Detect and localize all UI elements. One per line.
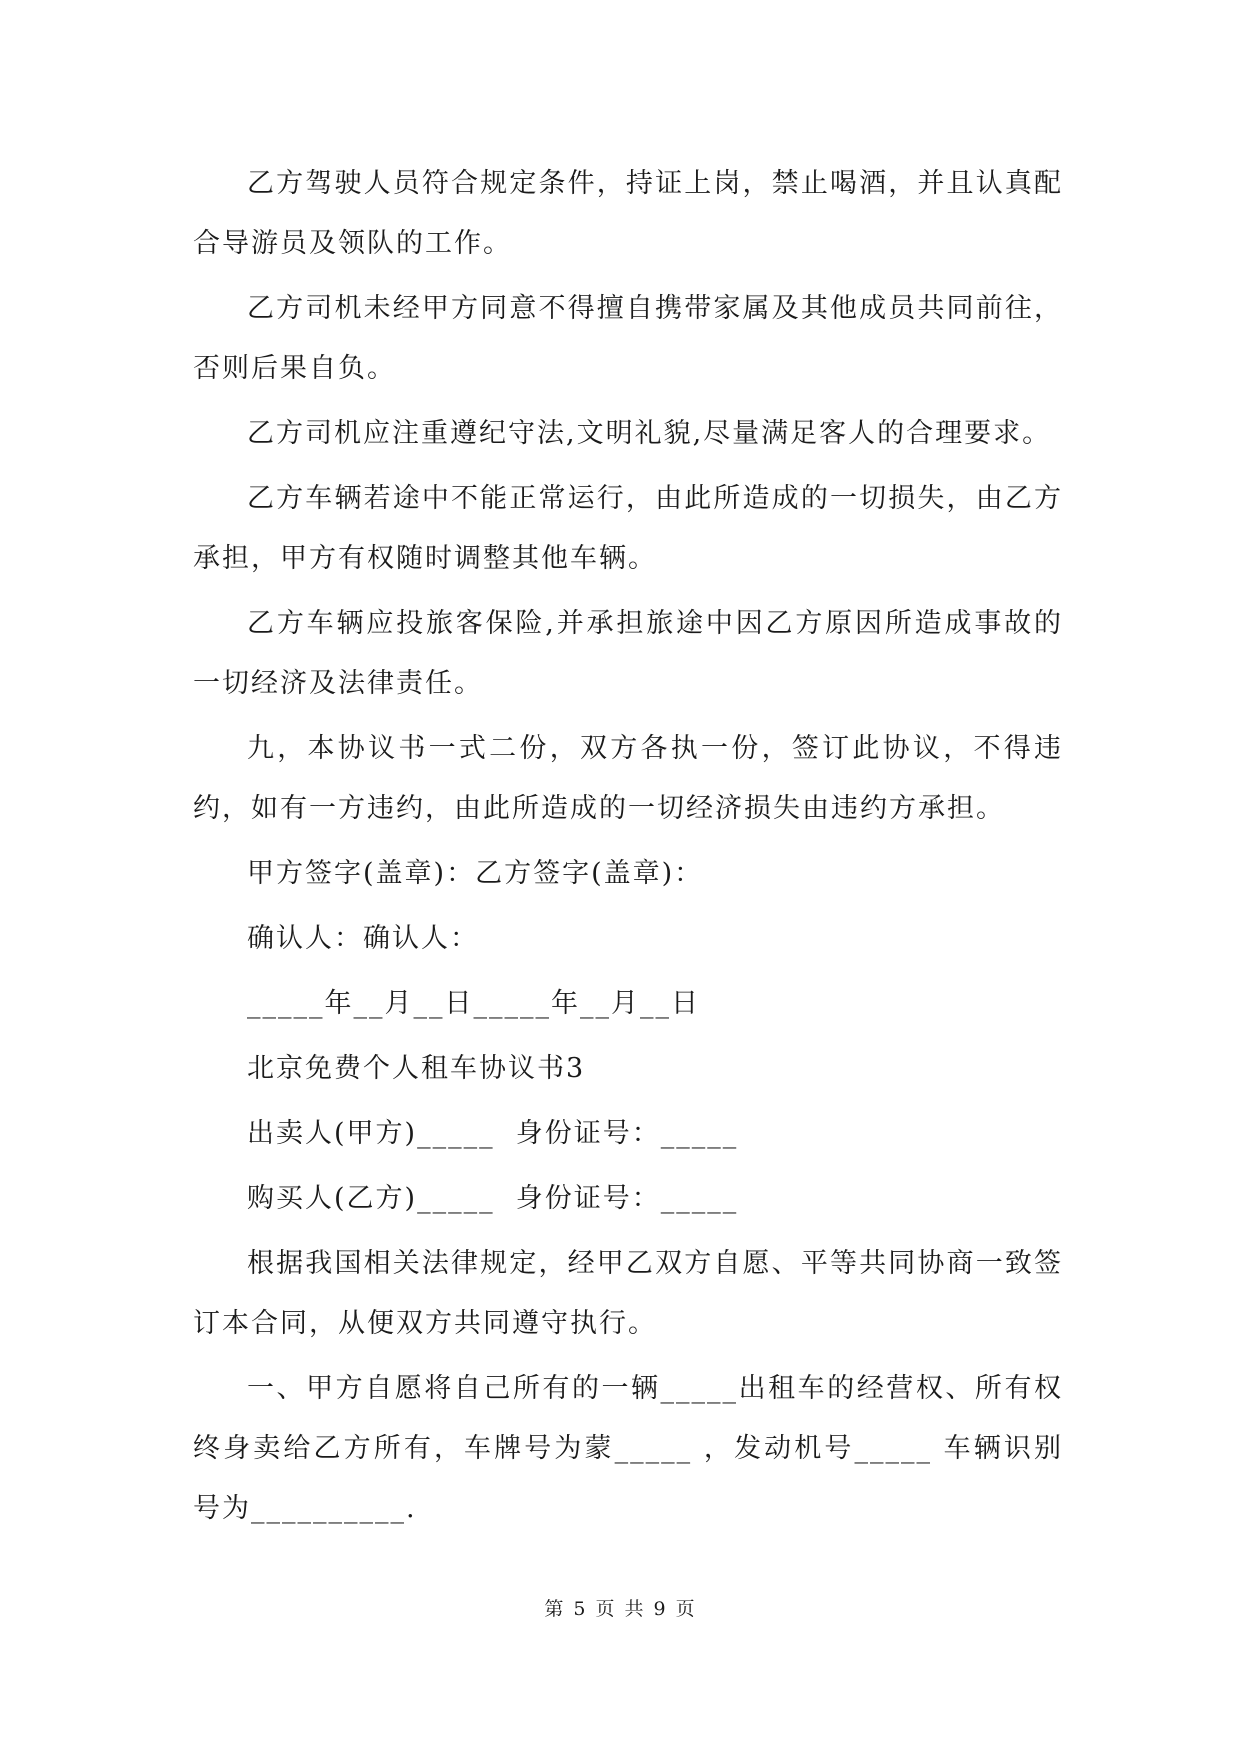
buyer-line: 购买人(乙方)_____ 身份证号：_____ (247, 1183, 739, 1214)
section-title: 北京免费个人租车协议书3 (247, 1053, 586, 1084)
paragraph-insurance: 乙方车辆应投旅客保险,并承担旅途中因乙方原因所造成事故的一切经济及法律责任。 (193, 608, 1063, 699)
confirmer-line: 确认人：确认人： (247, 923, 479, 954)
paragraph-vehicle-breakdown: 乙方车辆若途中不能正常运行，由此所造成的一切损失，由乙方承担，甲方有权随时调整其他车辆。 (193, 483, 1063, 574)
seller-line: 出卖人(甲方)_____ 身份证号：_____ (247, 1118, 739, 1149)
paragraph-driver-conduct: 乙方司机应注重遵纪守法,文明礼貌,尽量满足客人的合理要求。 (247, 418, 1052, 449)
paragraph-clause-one: 一、甲方自愿将自己所有的一辆_____出租车的经营权、所有权终身卖给乙方所有，车牌号为蒙_____ ，发动机号_____ 车辆识别号为__________. (193, 1373, 1063, 1524)
page-footer: 第 5 页 共 9 页 (544, 1598, 697, 1620)
date-line: _____年__月__日_____年__月__日 (247, 988, 700, 1019)
paragraph-driver-qualification: 乙方驾驶人员符合规定条件，持证上岗，禁止喝酒，并且认真配合导游员及领队的工作。 (193, 168, 1063, 259)
paragraph-legal-basis: 根据我国相关法律规定，经甲乙双方自愿、平等共同协商一致签订本合同，从便双方共同遵守执行。 (193, 1248, 1063, 1339)
paragraph-clause-nine: 九，本协议书一式二份，双方各执一份，签订此协议，不得违约，如有一方违约，由此所造成的一切经济损失由违约方承担。 (193, 733, 1063, 824)
document-body (193, 154, 1063, 1544)
signature-line: 甲方签字(盖章)：乙方签字(盖章)： (247, 858, 704, 889)
paragraph-no-family: 乙方司机未经甲方同意不得擅自携带家属及其他成员共同前往，否则后果自负。 (193, 293, 1063, 384)
